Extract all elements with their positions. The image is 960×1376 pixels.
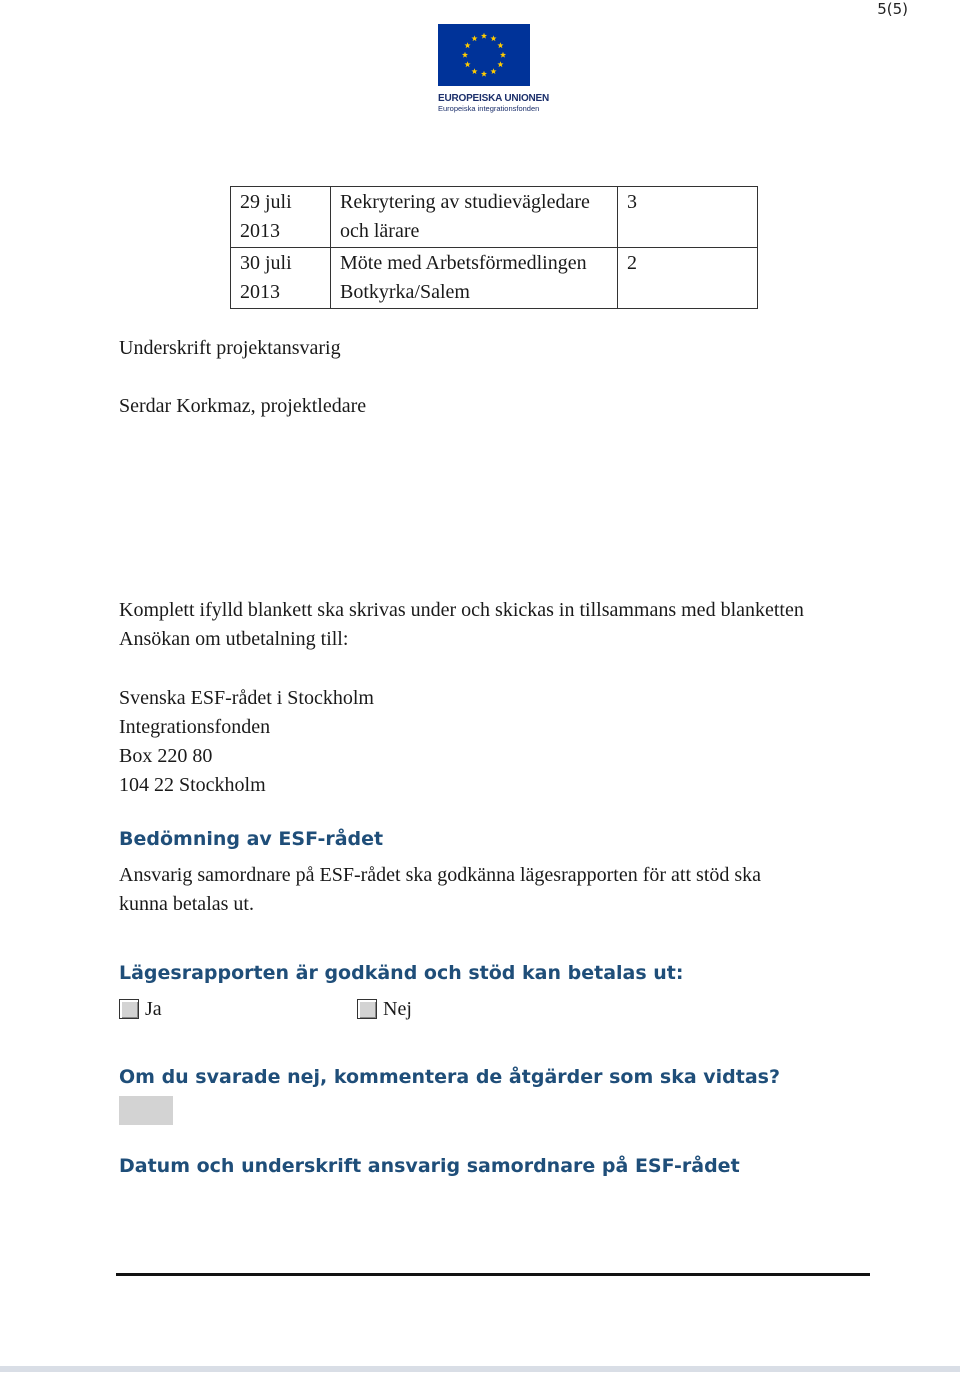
address-line-2: Integrationsfonden (119, 716, 271, 738)
page-number: 5(5) (877, 0, 908, 18)
activity-description: Möte med Arbetsförmedlingen Botkyrka/Salem (331, 248, 618, 309)
table-row (231, 187, 758, 248)
address-line-1: Svenska ESF-rådet i Stockholm (119, 687, 374, 709)
approval-no-option[interactable] (357, 994, 412, 1024)
assessment-text-line-1: Ansvarig samordnare på ESF-rådet ska godkänna lägesrapporten för att stöd ska (119, 864, 762, 886)
approval-question: Lägesrapporten är godkänd och stöd kan betalas ut: (119, 962, 684, 984)
address-line-3: Box 220 80 (119, 745, 213, 767)
activity-description: Rekrytering av studievägledare och lärare (331, 187, 618, 248)
instruction-line-1: Komplett ifylld blankett ska skrivas under och skickas in tillsammans med blanketten (119, 599, 804, 621)
logo-text-fund: Europeiska integrationsfonden (438, 104, 540, 113)
activity-date: 30 juli 2013 (231, 248, 331, 309)
activity-date: 29 juli 2013 (231, 187, 331, 248)
signatory-name: Serdar Korkmaz, projektledare (119, 395, 367, 417)
signature-line (116, 1273, 870, 1276)
comment-prompt: Om du svarade nej, kommentera de åtgärder som ska vidtas? (119, 1066, 780, 1088)
comment-input[interactable] (119, 1096, 173, 1125)
signoff-heading: Datum och underskrift ansvarig samordnare på ESF-rådet (119, 1155, 740, 1177)
activity-count: 3 (618, 187, 758, 248)
assessment-text-line-2: kunna betalas ut. (119, 893, 254, 915)
activities-table (230, 186, 758, 309)
eu-logo (438, 24, 550, 113)
logo-text-eu: EUROPEISKA UNIONEN (438, 93, 550, 104)
approval-yes-label: Ja (145, 997, 162, 1020)
approval-no-checkbox[interactable] (357, 999, 377, 1019)
footer-bar (0, 1366, 960, 1372)
activity-count: 2 (618, 248, 758, 309)
address-line-4: 104 22 Stockholm (119, 774, 266, 796)
table-row (231, 248, 758, 309)
eu-flag-icon (438, 24, 530, 86)
approval-no-label: Nej (383, 997, 412, 1020)
approval-yes-checkbox[interactable] (119, 999, 139, 1019)
assessment-heading: Bedömning av ESF-rådet (119, 828, 384, 850)
approval-yes-option[interactable] (119, 994, 162, 1024)
signature-label: Underskrift projektansvarig (119, 337, 341, 359)
instruction-line-2: Ansökan om utbetalning till: (119, 628, 349, 650)
